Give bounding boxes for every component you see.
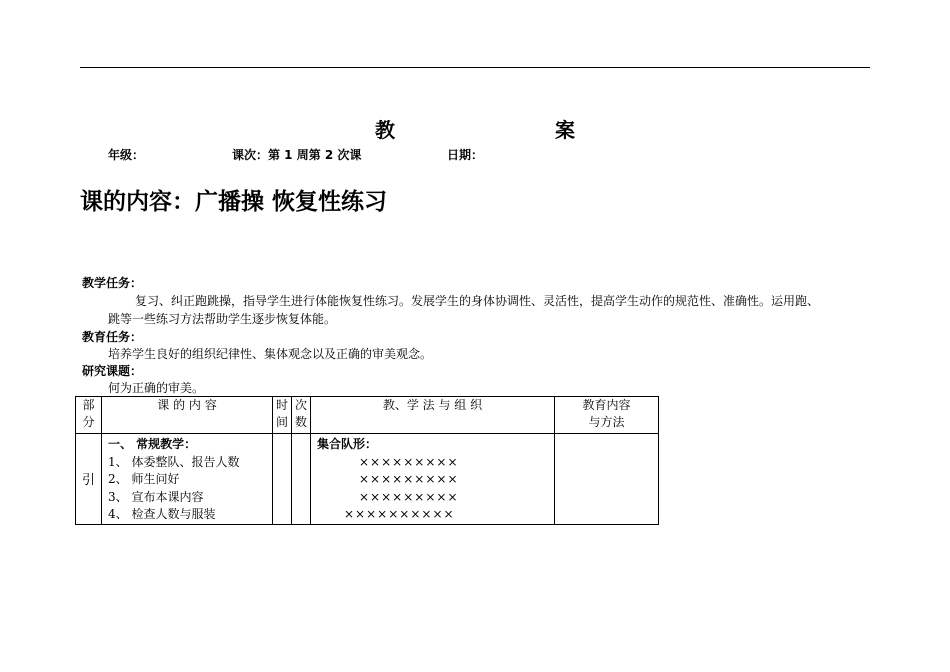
count-cell (292, 434, 311, 525)
header-time (273, 397, 292, 434)
teaching-task-line2: 跳等一些练习方法帮助学生逐步恢复体能。 (108, 312, 337, 326)
header-edu (555, 397, 659, 434)
header-rule (80, 67, 870, 68)
list-item: 3、 宣布本课内容 (108, 489, 204, 504)
header-part (76, 397, 102, 434)
time-cell (273, 434, 292, 525)
education-task-text: 培养学生良好的组织纪律性、集体观念以及正确的审美观念。 (108, 347, 433, 361)
table-header-row (76, 397, 659, 434)
lesson-label: 课次：第 1 周第 2 次课 (232, 148, 362, 162)
grade-label: 年级： (108, 148, 145, 162)
formation-row: ×××××××××× (344, 507, 455, 521)
header-time-line2: 间 (275, 415, 288, 429)
header-content (102, 397, 273, 434)
header-edu-line2: 与方法 (588, 415, 625, 429)
teaching-task-line1: 复习、纠正跑跳操，指导学生进行体能恢复性练习。发展学生的身体协调性、灵活性，提高学生动作的规范性、准确性。运用跑、 (135, 294, 820, 308)
research-topic-label: 研究课题： (82, 364, 143, 378)
header-time-line1: 时 (275, 398, 288, 412)
formation-label: 集合队形： (317, 437, 378, 451)
formation-row: ××××××××× (359, 454, 459, 469)
header-method-text: 教、学 法 与 组 织 (382, 398, 483, 412)
header-count (292, 397, 311, 434)
header-count-line2: 数 (294, 415, 307, 429)
header-method (311, 397, 555, 434)
teaching-task-label: 教学任务： (82, 276, 143, 290)
formation-row: ××××××××× (359, 472, 459, 486)
header-edu-line1: 教育内容 (582, 398, 631, 412)
content-heading: 课的内容：广播操 恢复性练习 (80, 189, 388, 215)
formation-row: ××××××××× (359, 489, 459, 504)
part-cell: 引 (76, 434, 102, 525)
table-row (76, 434, 659, 525)
list-item: 1、 体委整队、报告人数 (108, 454, 240, 469)
edu-cell (555, 434, 659, 525)
content-cell (102, 434, 273, 525)
list-item: 4、 检查人数与服装 (108, 507, 216, 521)
method-cell (311, 434, 555, 525)
list-item: 2、 师生问好 (108, 472, 180, 486)
header-part-line2: 分 (82, 415, 95, 429)
date-label: 日期： (447, 148, 484, 162)
list-item: 一、 常规教学： (108, 437, 197, 451)
research-topic-text: 何为正确的审美。 (108, 381, 205, 395)
education-task-label: 教育任务： (82, 330, 143, 344)
lesson-plan-table (75, 396, 659, 525)
header-content-text: 课 的 内 容 (157, 398, 217, 412)
header-count-line1: 次 (294, 398, 307, 412)
doc-title: 教 案 (375, 118, 615, 142)
header-part-line1: 部 (82, 398, 95, 412)
